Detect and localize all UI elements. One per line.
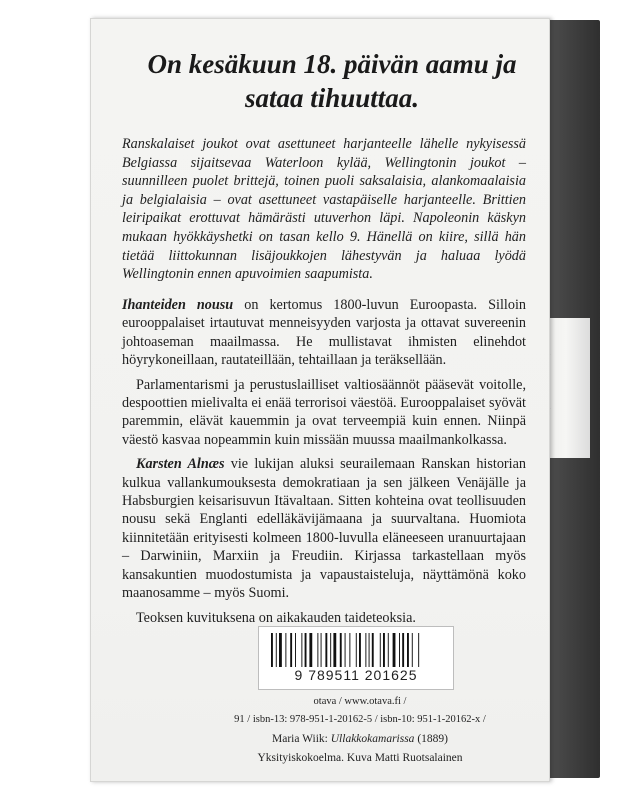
credit-line: Yksityiskokoelma. Kuva Matti Ruotsalainen [257, 752, 463, 764]
barcode-bar [317, 633, 318, 667]
blurb-paragraph-3-text: vie lukijan aluksi seurailemaan Ranskan historian kulkua vallankumouksesta demokratiaan ja sen jälkeen Venäjälle ja Habsburgien keisarisuvun Itävaltaan. Sitten kohteina ovat teollisuuden nousu sekä Englanti edelläkävijämaana ja suurvaltana. Huomiota kiinnitetään erityisesti kolmeen 1800-luvulla eläneeseen uranuurtajaan – Darwiniin, Marxiin ja Freudiin. Kirjassa tarkastellaan myös kansakuntien muodostumista ja vapaustaisteluja, näyttämönä koko maanosamme – myös Suomi. [122, 456, 526, 602]
blurb-paragraph-3 [122, 455, 526, 602]
barcode-bar [412, 633, 413, 667]
blurb-paragraph-1-text: on kertomus 1800-luvun Euroopasta. Silloin eurooppalaiset irtautuvat menneisyyden varjosta ja ottavat suvereenin johtoaseman maailmassa. He mullistavat ihmisten elinehdot höyrykoneillaan, rautateillään, tehtaillaan ja teräksellään. [122, 297, 526, 369]
cover-art-year: (1889) [414, 733, 448, 745]
barcode-bar [388, 633, 389, 667]
barcode-bar [290, 633, 292, 667]
headline [122, 47, 542, 115]
barcode-bar [399, 633, 400, 667]
barcode-bar [383, 633, 385, 667]
barcode-bar [345, 633, 346, 667]
headline-line-1: On kesäkuun 18. päivän aamu ja [147, 49, 517, 79]
cover-art-artist: Maria Wiik: [272, 733, 331, 745]
barcode-bars [271, 633, 441, 667]
intro-paragraph: Ranskalaiset joukot ovat asettuneet harjanteelle lähelle nykyisessä Belgiassa sijaitsevaa Waterloon kylää, Wellingtonin joukot – suunnilleen puolet brittejä, toinen puoli saksalaisia, alankomaalaisia ja belgialaisia – ovat asettuneet vastapäiselle harjanteelle. Brittien leiripaikat erottuvat hämärästi utuverhon läpi. Napoleonin käskyn mukaan hyökkäyshetki on tasan kello 9. Hänellä on kiire, sillä hän tietää liittokunnan lisäjoukkojen lähestyvän ja haluaa lyödä Wellingtonin ennen apuvoimien saapumista. [122, 136, 526, 283]
barcode-bar [402, 633, 404, 667]
barcode-bar [393, 633, 396, 667]
publisher-line: otava / www.otava.fi / [313, 696, 407, 707]
author-name: Karsten Alnæs [136, 456, 225, 473]
headline-line-2: sataa tihuuttaa. [244, 83, 420, 113]
barcode-bar [301, 633, 302, 667]
barcode-bar [271, 633, 273, 667]
barcode-bar [418, 633, 419, 667]
isbn-line: 91 / isbn-13: 978-951-1-20162-5 / isbn-10: 951-1-20162-x / [234, 714, 486, 725]
barcode-bar [295, 633, 296, 667]
blurb-paragraph-2: Parlamentarismi ja perustuslailliset valtiosäännöt pääsevät voitolle, despoottien mielivalta ei enää terrorisoi väestöä. Eurooppalaiset syövät paremmin, elävät kauemmin ja ovat terveempiä kuin ennen. Niinpä väestö kasvaa nopeammin kuin missään muussa maailmankolkassa. [122, 376, 526, 448]
barcode-bar [407, 633, 409, 667]
barcode-bar [321, 633, 322, 667]
barcode-bar [380, 633, 381, 667]
cover-art-title: Ullakkokamarissa [330, 733, 415, 745]
barcode-bar [309, 633, 312, 667]
barcode-bar [330, 633, 331, 667]
barcode-bar [356, 633, 357, 667]
blurb-paragraph-4: Teoksen kuvituksena on aikakauden taideteoksia. [136, 609, 416, 626]
isbn-barcode [258, 626, 454, 690]
barcode-number: 9 789511 201625 [294, 667, 418, 683]
barcode-bar [359, 633, 361, 667]
blurb-paragraph-1 [122, 296, 526, 370]
blurb-body [122, 296, 526, 633]
barcode-bar [349, 633, 350, 667]
barcode-bar [325, 633, 327, 667]
barcode-bar [279, 633, 282, 667]
barcode-bar [285, 633, 286, 667]
barcode-bar [305, 633, 307, 667]
barcode-bar [365, 633, 366, 667]
barcode-bar [340, 633, 342, 667]
cover-art-caption [200, 733, 520, 745]
barcode-bar [372, 633, 374, 667]
book-title-mention: Ihanteiden nousu [122, 297, 234, 313]
barcode-bar [276, 633, 277, 667]
barcode-bar [333, 633, 336, 667]
barcode-bar [369, 633, 370, 667]
